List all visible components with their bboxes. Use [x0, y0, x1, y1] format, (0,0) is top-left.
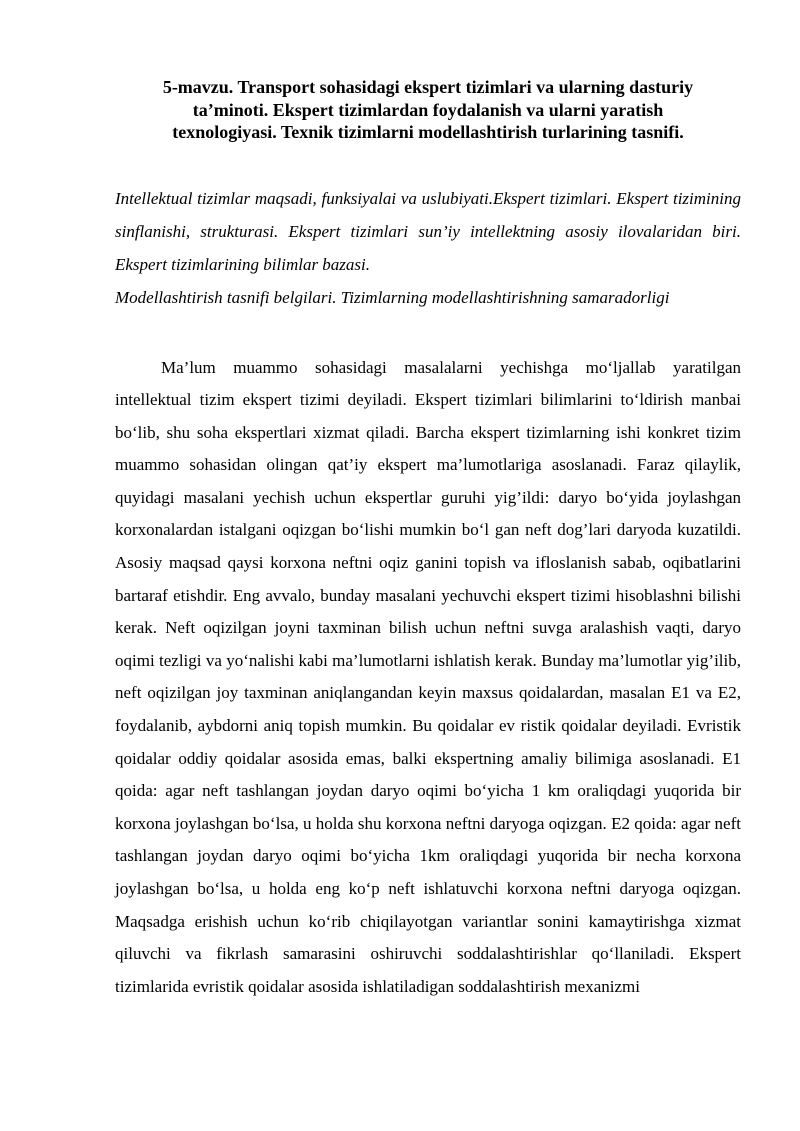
document-page	[115, 76, 741, 1003]
topic-summary	[115, 182, 741, 314]
title-line-2: ta’minoti. Ekspert tizimlardan foydalanish va ularni yaratish	[192, 99, 664, 120]
title-line-3: texnologiyasi. Texnik tizimlarni modellashtirish turlarining tasnifi.	[172, 122, 684, 142]
summary-paragraph-1: Intellektual tizimlar maqsadi, funksiyalai va uslubiyati.Ekspert tizimlari. Ekspert tizimining sinflanishi, strukturasi. Ekspert tizimlari sun’iy intellektning asosiy ilovalaridan biri. Ekspert tizimlarining bilimlar bazasi.	[115, 188, 741, 274]
summary-paragraph-2: Modellashtirish tasnifi belgilari. Tizimlarning modellashtirishning samaradorligi	[115, 287, 670, 307]
body-paragraph: Ma’lum muammo sohasidagi masalalarni yechishga mo‘ljallab yaratilgan intellektual tizim ekspert tizimi deyiladi. Ekspert tizimlari bilimlarini to‘ldirish manbai bo‘lib, shu soha ekspertlari xizmat qiladi. Barcha ekspert tizimlarning ishi konkret tizim muammo sohasidan olingan qat’iy ekspert ma’lumotlariga asoslanadi. Faraz qilaylik, quyidagi masalani yechish uchun ekspertlar guruhi yig’ildi: daryo bo‘yida joylashgan korxonalardan istalgani oqizgan bo‘lishi mumkin bo‘l gan neft dog’lari daryoda kuzatildi. Asosiy maqsad qaysi korxona neftni oqiz ganini topish va ifloslanish sabab, oqibatlarini bartaraf etishdir. Eng avvalo, bunday masalani yechuvchi ekspert tizimi hisoblashni bilishi kerak. Neft oqizilgan joyni taxminan bilish uchun neftni suvga aralashish vaqti, daryo oqimi tezligi va yo‘nalishi kabi ma’lumotlarni ishlatish kerak. Bunday ma’lumotlar yig’ilib, neft oqizilgan joy taxminan aniqlangandan keyin maxsus qoidalardan, masalan E1 va E2, foydalanib, aybdorni aniq topish mumkin. Bu qoidalar ev ristik qoidalar deyiladi. Evristik qoidalar oddiy qoidalar asosida emas, balki ekspertning amaliy bilimiga asoslanadi. E1 qoida: agar neft tashlangan joydan daryo oqimi bo‘yicha 1 km oraliqdagi yuqorida bir korxona joylashgan bo‘lsa, u holda shu korxona neftni daryoga oqizgan. E2 qoida: agar neft tashlangan joydan daryo oqimi bo‘yicha 1km oraliqdagi yuqorida bir necha korxona joylashgan bo‘lsa, u holda eng ko‘p neft ishlatuvchi korxona neftni daryoga oqizgan. Maqsadga erishish uchun ko‘rib chiqilayotgan variantlar sonini kamaytirishga xizmat qiluvchi va fikrlash samarasini oshiruvchi soddalashtirishlar qo‘llaniladi. Ekspert tizimlarida evristik qoidalar asosida ishlatiladigan soddalashtirish mexanizmi	[115, 357, 741, 996]
title-line-1: 5-mavzu. Transport sohasidagi ekspert tizimlari va ularning dasturiy	[162, 77, 694, 97]
document-title	[115, 76, 741, 144]
